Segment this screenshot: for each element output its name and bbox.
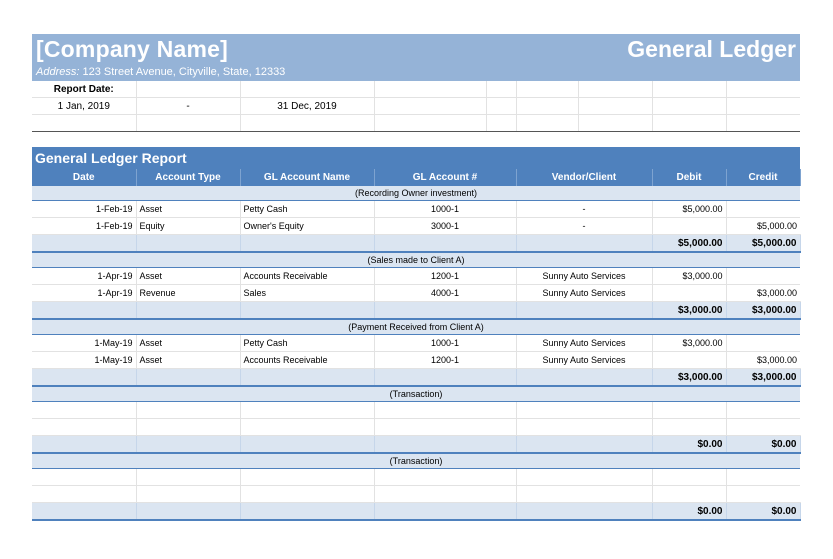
entry-gl-account-name[interactable]: [240, 486, 374, 503]
total-spacer-cell: [32, 302, 136, 320]
entry-debit[interactable]: [652, 218, 726, 235]
entry-account-type[interactable]: [136, 486, 240, 503]
total-spacer-cell: [374, 436, 516, 454]
entry-vendor-client[interactable]: -: [516, 201, 652, 218]
entry-credit[interactable]: $3,000.00: [726, 285, 800, 302]
total-spacer-cell: [136, 235, 240, 253]
col-gl-account-number[interactable]: GL Account #: [374, 169, 516, 186]
total-spacer-cell: [32, 503, 136, 521]
total-spacer-cell: [374, 503, 516, 521]
ledger-sheet: [32, 34, 800, 521]
entry-vendor-client[interactable]: Sunny Auto Services: [516, 335, 652, 352]
transaction-caption[interactable]: (Payment Received from Client A): [32, 319, 800, 335]
total-spacer-cell: [32, 235, 136, 253]
entry-gl-account-name[interactable]: Owner's Equity: [240, 218, 374, 235]
entry-account-type[interactable]: Asset: [136, 335, 240, 352]
entry-debit[interactable]: [652, 402, 726, 419]
entry-debit[interactable]: [652, 352, 726, 369]
transaction-caption-row: [32, 453, 800, 469]
entry-credit[interactable]: [726, 335, 800, 352]
entry-credit[interactable]: [726, 419, 800, 436]
total-spacer-cell: [136, 302, 240, 320]
entry-gl-account-number[interactable]: 1000-1: [374, 335, 516, 352]
entry-date[interactable]: [32, 402, 136, 419]
total-debit: $3,000.00: [652, 369, 726, 387]
report-end-date[interactable]: 31 Dec, 2019: [240, 98, 374, 115]
entry-gl-account-name[interactable]: Accounts Receivable: [240, 268, 374, 285]
total-debit: $3,000.00: [652, 302, 726, 320]
table-row: [32, 335, 800, 352]
entry-credit[interactable]: [726, 201, 800, 218]
transaction-caption-row: [32, 386, 800, 402]
entry-date[interactable]: [32, 419, 136, 436]
group-total-row: [32, 235, 800, 253]
total-debit: $0.00: [652, 436, 726, 454]
total-spacer-cell: [374, 302, 516, 320]
entry-debit[interactable]: [652, 486, 726, 503]
entry-account-type[interactable]: Asset: [136, 352, 240, 369]
entry-gl-account-name[interactable]: Accounts Receivable: [240, 352, 374, 369]
total-spacer-cell: [136, 436, 240, 454]
total-spacer-cell: [240, 302, 374, 320]
total-credit: $0.00: [726, 503, 800, 521]
total-spacer-cell: [516, 369, 652, 387]
entry-vendor-client[interactable]: [516, 469, 652, 486]
group-total-row: [32, 503, 800, 521]
entry-debit[interactable]: $5,000.00: [652, 201, 726, 218]
entry-date[interactable]: 1-May-19: [32, 352, 136, 369]
transaction-caption[interactable]: (Sales made to Client A): [32, 252, 800, 268]
total-spacer-cell: [516, 436, 652, 454]
transaction-caption-row: [32, 319, 800, 335]
entry-gl-account-number[interactable]: [374, 402, 516, 419]
table-row: [32, 486, 800, 503]
entry-gl-account-number[interactable]: [374, 419, 516, 436]
table-row: [32, 419, 800, 436]
entry-gl-account-name[interactable]: Petty Cash: [240, 335, 374, 352]
col-account-type[interactable]: Account Type: [136, 169, 240, 186]
col-debit[interactable]: Debit: [652, 169, 726, 186]
table-row: [32, 469, 800, 486]
table-row: [32, 402, 800, 419]
entry-account-type[interactable]: Revenue: [136, 285, 240, 302]
entry-gl-account-number[interactable]: 4000-1: [374, 285, 516, 302]
transaction-caption[interactable]: (Transaction): [32, 453, 800, 469]
entry-vendor-client[interactable]: [516, 486, 652, 503]
total-credit: $3,000.00: [726, 302, 800, 320]
company-name[interactable]: [Company Name]: [36, 36, 228, 62]
col-gl-account-name[interactable]: GL Account Name: [240, 169, 374, 186]
entry-gl-account-number[interactable]: 1200-1: [374, 352, 516, 369]
entry-credit[interactable]: [726, 268, 800, 285]
column-header-row: [32, 169, 800, 186]
col-date[interactable]: Date: [32, 169, 136, 186]
entry-gl-account-number[interactable]: 1000-1: [374, 201, 516, 218]
entry-date[interactable]: 1-Feb-19: [32, 218, 136, 235]
total-spacer-cell: [374, 369, 516, 387]
total-spacer-cell: [136, 369, 240, 387]
total-spacer-cell: [516, 235, 652, 253]
entry-vendor-client[interactable]: Sunny Auto Services: [516, 352, 652, 369]
table-row: [32, 201, 800, 218]
address-label: Address:: [36, 66, 80, 78]
address-value: 123 Street Avenue, Cityville, State, 12333: [82, 66, 286, 78]
total-credit: $5,000.00: [726, 235, 800, 253]
entry-debit[interactable]: [652, 419, 726, 436]
total-spacer-cell: [32, 436, 136, 454]
address-line[interactable]: [36, 66, 285, 78]
ledger-title: General Ledger: [627, 36, 796, 62]
group-total-row: [32, 369, 800, 387]
total-spacer-cell: [516, 302, 652, 320]
total-spacer-cell: [240, 503, 374, 521]
col-credit[interactable]: Credit: [726, 169, 800, 186]
total-spacer-cell: [136, 503, 240, 521]
total-spacer-cell: [516, 503, 652, 521]
entry-gl-account-number[interactable]: 3000-1: [374, 218, 516, 235]
date-separator: -: [136, 98, 240, 115]
table-row: [32, 285, 800, 302]
group-total-row: [32, 302, 800, 320]
entry-credit[interactable]: [726, 469, 800, 486]
report-start-date[interactable]: 1 Jan, 2019: [32, 98, 136, 115]
total-credit: $0.00: [726, 436, 800, 454]
report-date-label: Report Date:: [32, 81, 136, 98]
entry-credit[interactable]: [726, 402, 800, 419]
entry-vendor-client[interactable]: [516, 419, 652, 436]
entry-debit[interactable]: [652, 469, 726, 486]
total-credit: $3,000.00: [726, 369, 800, 387]
entry-account-type[interactable]: [136, 419, 240, 436]
entry-vendor-client[interactable]: [516, 402, 652, 419]
entry-date[interactable]: [32, 469, 136, 486]
entry-debit[interactable]: $3,000.00: [652, 335, 726, 352]
total-debit: $5,000.00: [652, 235, 726, 253]
entry-date[interactable]: 1-May-19: [32, 335, 136, 352]
total-spacer-cell: [240, 369, 374, 387]
total-debit: $0.00: [652, 503, 726, 521]
entry-gl-account-number[interactable]: 1200-1: [374, 268, 516, 285]
entry-credit[interactable]: [726, 486, 800, 503]
entry-debit[interactable]: $3,000.00: [652, 268, 726, 285]
entry-account-type[interactable]: Asset: [136, 268, 240, 285]
total-spacer-cell: [32, 369, 136, 387]
entry-vendor-client[interactable]: Sunny Auto Services: [516, 285, 652, 302]
group-total-row: [32, 436, 800, 454]
transaction-caption[interactable]: (Recording Owner investment): [32, 186, 800, 201]
entry-debit[interactable]: [652, 285, 726, 302]
total-spacer-cell: [374, 235, 516, 253]
entry-account-type[interactable]: [136, 402, 240, 419]
entry-credit[interactable]: $3,000.00: [726, 352, 800, 369]
report-title: General Ledger Report: [32, 147, 800, 169]
entry-credit[interactable]: $5,000.00: [726, 218, 800, 235]
header-band: [32, 34, 800, 81]
ledger-table: [32, 169, 801, 521]
entry-account-type[interactable]: Asset: [136, 201, 240, 218]
entry-vendor-client[interactable]: -: [516, 218, 652, 235]
entry-gl-account-number[interactable]: [374, 486, 516, 503]
total-spacer-cell: [240, 235, 374, 253]
entry-gl-account-name[interactable]: Sales: [240, 285, 374, 302]
entry-date[interactable]: 1-Feb-19: [32, 201, 136, 218]
entry-date[interactable]: [32, 486, 136, 503]
transaction-caption[interactable]: (Transaction): [32, 386, 800, 402]
entry-gl-account-name[interactable]: [240, 469, 374, 486]
entry-account-type[interactable]: Equity: [136, 218, 240, 235]
total-spacer-cell: [240, 436, 374, 454]
entry-gl-account-name[interactable]: [240, 402, 374, 419]
table-row: [32, 352, 800, 369]
entry-account-type[interactable]: [136, 469, 240, 486]
entry-vendor-client[interactable]: Sunny Auto Services: [516, 268, 652, 285]
entry-date[interactable]: 1-Apr-19: [32, 285, 136, 302]
table-row: [32, 268, 800, 285]
entry-date[interactable]: 1-Apr-19: [32, 268, 136, 285]
transaction-caption-row: [32, 252, 800, 268]
col-vendor-client[interactable]: Vendor/Client: [516, 169, 652, 186]
entry-gl-account-name[interactable]: Petty Cash: [240, 201, 374, 218]
transaction-caption-row: [32, 186, 800, 201]
entry-gl-account-name[interactable]: [240, 419, 374, 436]
entry-gl-account-number[interactable]: [374, 469, 516, 486]
report-date-table: [32, 81, 800, 132]
table-row: [32, 218, 800, 235]
